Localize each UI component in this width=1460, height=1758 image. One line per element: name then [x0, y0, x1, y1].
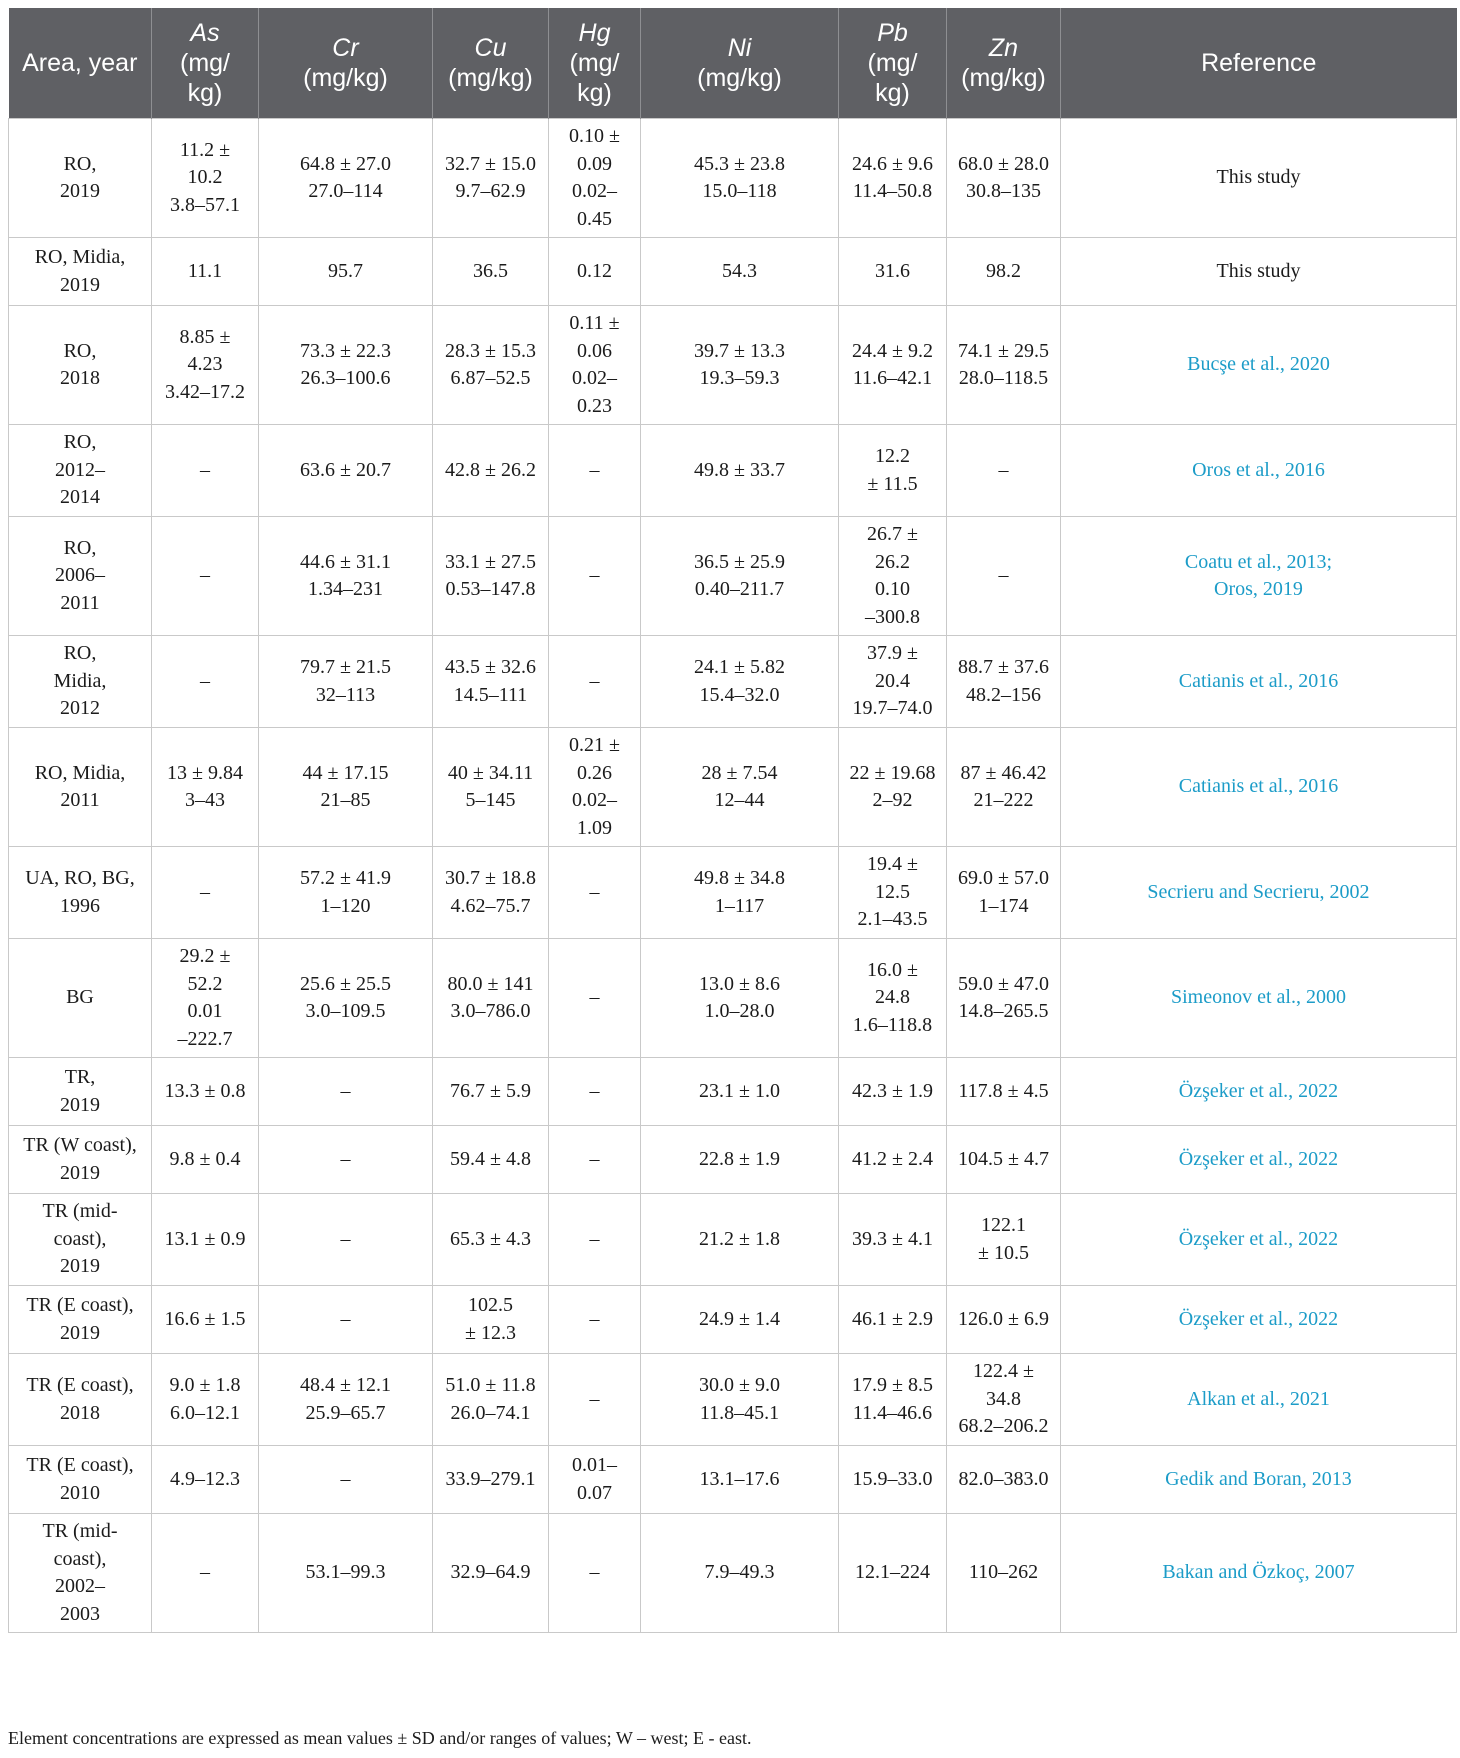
cell-ni: 24.9 ± 1.4 — [641, 1286, 839, 1354]
header-label: Area, year — [22, 49, 138, 77]
cell-as: 9.8 ± 0.4 — [152, 1126, 259, 1194]
cell-hg: 0.01–0.07 — [549, 1446, 641, 1514]
cell-cr: 73.3 ± 22.3 26.3–100.6 — [259, 306, 433, 425]
cell-cu: 51.0 ± 11.8 26.0–74.1 — [433, 1354, 549, 1446]
cell-pb: 17.9 ± 8.5 11.4–46.6 — [839, 1354, 947, 1446]
table-row — [9, 728, 1457, 847]
cell-hg: – — [549, 636, 641, 728]
cell-pb: 24.4 ± 9.2 11.6–42.1 — [839, 306, 947, 425]
cell-hg: 0.12 — [549, 238, 641, 306]
header-unit: (mg/kg) — [448, 64, 533, 92]
cell-hg: – — [549, 1514, 641, 1633]
header-col-cr — [259, 8, 433, 119]
cell-zn: 74.1 ± 29.5 28.0–118.5 — [947, 306, 1061, 425]
cell-hg: 0.21 ± 0.26 0.02–1.09 — [549, 728, 641, 847]
cell-cr: 79.7 ± 21.5 32–113 — [259, 636, 433, 728]
cell-zn: 88.7 ± 37.6 48.2–156 — [947, 636, 1061, 728]
header-col-pb — [839, 8, 947, 119]
table-row — [9, 1354, 1457, 1446]
cell-zn: 126.0 ± 6.9 — [947, 1286, 1061, 1354]
header-col-cu — [433, 8, 549, 119]
cell-ni: 36.5 ± 25.9 0.40–211.7 — [641, 517, 839, 636]
cell-pb: 15.9–33.0 — [839, 1446, 947, 1514]
reference-link[interactable]: Bucşe et al., 2020 — [1061, 306, 1457, 425]
table-row — [9, 1446, 1457, 1514]
header-row — [9, 8, 1457, 119]
cell-zn: 59.0 ± 47.0 14.8–265.5 — [947, 939, 1061, 1058]
cell-ni: 39.7 ± 13.3 19.3–59.3 — [641, 306, 839, 425]
header-label: Pb — [877, 19, 908, 47]
reference-link[interactable]: Catianis et al., 2016 — [1061, 728, 1457, 847]
cell-as: – — [152, 847, 259, 939]
cell-as: – — [152, 1514, 259, 1633]
header-unit: (mg/ kg) — [867, 49, 918, 107]
cell-cu: 30.7 ± 18.8 4.62–75.7 — [433, 847, 549, 939]
cell-cu: 102.5 ± 12.3 — [433, 1286, 549, 1354]
cell-pb: 46.1 ± 2.9 — [839, 1286, 947, 1354]
cell-zn: 104.5 ± 4.7 — [947, 1126, 1061, 1194]
cell-area: TR (E coast), 2019 — [9, 1286, 152, 1354]
header-unit: (mg/kg) — [697, 64, 782, 92]
cell-cu: 65.3 ± 4.3 — [433, 1194, 549, 1286]
cell-hg: – — [549, 1286, 641, 1354]
header-unit: (mg/ kg) — [569, 49, 620, 107]
cell-cr: 44.6 ± 31.1 1.34–231 — [259, 517, 433, 636]
cell-hg: – — [549, 1354, 641, 1446]
cell-hg: 0.11 ± 0.06 0.02–0.23 — [549, 306, 641, 425]
header-label: Zn — [988, 34, 1019, 62]
cell-area: TR (E coast), 2010 — [9, 1446, 152, 1514]
reference-cell: This study — [1061, 238, 1457, 306]
cell-area: RO, Midia, 2012 — [9, 636, 152, 728]
table-footnote: Element concentrations are expressed as mean values ± SD and/or ranges of values; W – west; E - east. — [8, 1728, 752, 1748]
cell-as: 13 ± 9.84 3–43 — [152, 728, 259, 847]
cell-zn: 82.0–383.0 — [947, 1446, 1061, 1514]
cell-area: RO, Midia, 2019 — [9, 238, 152, 306]
header-label: Cu — [474, 34, 507, 62]
cell-area: RO, 2019 — [9, 119, 152, 238]
cell-pb: 42.3 ± 1.9 — [839, 1058, 947, 1126]
cell-as: 29.2 ± 52.2 0.01 –222.7 — [152, 939, 259, 1058]
table-row — [9, 425, 1457, 517]
reference-link[interactable]: Alkan et al., 2021 — [1061, 1354, 1457, 1446]
table-row — [9, 847, 1457, 939]
cell-ni: 54.3 — [641, 238, 839, 306]
cell-as: – — [152, 636, 259, 728]
cell-hg: – — [549, 939, 641, 1058]
cell-area: TR (mid- coast), 2002– 2003 — [9, 1514, 152, 1633]
header-col-hg — [549, 8, 641, 119]
cell-zn: 68.0 ± 28.0 30.8–135 — [947, 119, 1061, 238]
cell-cu: 59.4 ± 4.8 — [433, 1126, 549, 1194]
cell-ni: 28 ± 7.54 12–44 — [641, 728, 839, 847]
reference-link[interactable]: Özşeker et al., 2022 — [1061, 1058, 1457, 1126]
cell-zn: – — [947, 517, 1061, 636]
header-unit: (mg/ kg) — [180, 49, 230, 107]
cell-area: RO, 2018 — [9, 306, 152, 425]
cell-ni: 7.9–49.3 — [641, 1514, 839, 1633]
header-col-as — [152, 8, 259, 119]
cell-cu: 32.7 ± 15.0 9.7–62.9 — [433, 119, 549, 238]
cell-cu: 36.5 — [433, 238, 549, 306]
cell-area: TR (W coast), 2019 — [9, 1126, 152, 1194]
cell-area: TR (E coast), 2018 — [9, 1354, 152, 1446]
table-row — [9, 119, 1457, 238]
reference-link[interactable]: Özşeker et al., 2022 — [1061, 1194, 1457, 1286]
cell-area: RO, 2006– 2011 — [9, 517, 152, 636]
cell-ni: 24.1 ± 5.82 15.4–32.0 — [641, 636, 839, 728]
cell-cr: – — [259, 1446, 433, 1514]
cell-area: RO, 2012– 2014 — [9, 425, 152, 517]
table-row — [9, 1194, 1457, 1286]
cell-ni: 21.2 ± 1.8 — [641, 1194, 839, 1286]
header-unit: (mg/kg) — [303, 64, 388, 92]
cell-cr: 95.7 — [259, 238, 433, 306]
cell-cu: 80.0 ± 141 3.0–786.0 — [433, 939, 549, 1058]
table-row — [9, 1126, 1457, 1194]
cell-pb: 22 ± 19.68 2–92 — [839, 728, 947, 847]
cell-ni: 23.1 ± 1.0 — [641, 1058, 839, 1126]
cell-hg: – — [549, 517, 641, 636]
header-col-zn — [947, 8, 1061, 119]
cell-area: TR (mid- coast), 2019 — [9, 1194, 152, 1286]
cell-cu: 43.5 ± 32.6 14.5–111 — [433, 636, 549, 728]
cell-ni: 49.8 ± 34.8 1–117 — [641, 847, 839, 939]
cell-ni: 13.1–17.6 — [641, 1446, 839, 1514]
table-row — [9, 1514, 1457, 1633]
reference-link[interactable]: Catianis et al., 2016 — [1061, 636, 1457, 728]
cell-ni: 22.8 ± 1.9 — [641, 1126, 839, 1194]
table-row — [9, 1058, 1457, 1126]
header-col-reference — [1061, 8, 1457, 119]
cell-cu: 28.3 ± 15.3 6.87–52.5 — [433, 306, 549, 425]
table-row — [9, 306, 1457, 425]
cell-hg: – — [549, 1194, 641, 1286]
cell-cr: 53.1–99.3 — [259, 1514, 433, 1633]
cell-area: TR, 2019 — [9, 1058, 152, 1126]
cell-cr: – — [259, 1194, 433, 1286]
cell-hg: – — [549, 1058, 641, 1126]
cell-cr: 44 ± 17.15 21–85 — [259, 728, 433, 847]
cell-cr: 25.6 ± 25.5 3.0–109.5 — [259, 939, 433, 1058]
cell-pb: 12.1–224 — [839, 1514, 947, 1633]
reference-link[interactable]: Özşeker et al., 2022 — [1061, 1286, 1457, 1354]
cell-cr: – — [259, 1058, 433, 1126]
cell-as: 11.1 — [152, 238, 259, 306]
cell-pb: 26.7 ± 26.2 0.10 –300.8 — [839, 517, 947, 636]
cell-zn: 110–262 — [947, 1514, 1061, 1633]
reference-link[interactable]: Özşeker et al., 2022 — [1061, 1126, 1457, 1194]
cell-hg: – — [549, 847, 641, 939]
heavy-metals-table — [8, 8, 1457, 1633]
cell-zn: 69.0 ± 57.0 1–174 — [947, 847, 1061, 939]
table-row — [9, 939, 1457, 1058]
cell-as: 8.85 ± 4.23 3.42–17.2 — [152, 306, 259, 425]
cell-pb: 31.6 — [839, 238, 947, 306]
cell-area: RO, Midia, 2011 — [9, 728, 152, 847]
cell-as: 4.9–12.3 — [152, 1446, 259, 1514]
cell-cu: 32.9–64.9 — [433, 1514, 549, 1633]
table-row — [9, 636, 1457, 728]
cell-hg: – — [549, 425, 641, 517]
cell-cr: – — [259, 1286, 433, 1354]
cell-area: UA, RO, BG, 1996 — [9, 847, 152, 939]
header-label: As — [190, 19, 220, 47]
cell-ni: 30.0 ± 9.0 11.8–45.1 — [641, 1354, 839, 1446]
reference-link[interactable]: Bakan and Özkoç, 2007 — [1061, 1514, 1457, 1633]
table-row — [9, 238, 1457, 306]
header-label: Ni — [727, 34, 752, 62]
cell-hg: 0.10 ± 0.09 0.02–0.45 — [549, 119, 641, 238]
header-unit: (mg/kg) — [961, 64, 1046, 92]
cell-pb: 39.3 ± 4.1 — [839, 1194, 947, 1286]
cell-pb: 37.9 ± 20.4 19.7–74.0 — [839, 636, 947, 728]
cell-zn: 122.4 ± 34.8 68.2–206.2 — [947, 1354, 1061, 1446]
cell-area: BG — [9, 939, 152, 1058]
cell-ni: 13.0 ± 8.6 1.0–28.0 — [641, 939, 839, 1058]
cell-zn: 117.8 ± 4.5 — [947, 1058, 1061, 1126]
cell-zn: 122.1 ± 10.5 — [947, 1194, 1061, 1286]
cell-pb: 16.0 ± 24.8 1.6–118.8 — [839, 939, 947, 1058]
header-col-ni — [641, 8, 839, 119]
cell-cr: 57.2 ± 41.9 1–120 — [259, 847, 433, 939]
reference-link[interactable]: Gedik and Boran, 2013 — [1061, 1446, 1457, 1514]
cell-pb: 24.6 ± 9.6 11.4–50.8 — [839, 119, 947, 238]
reference-link[interactable]: Coatu et al., 2013; Oros, 2019 — [1061, 517, 1457, 636]
cell-as: 13.1 ± 0.9 — [152, 1194, 259, 1286]
cell-cr: – — [259, 1126, 433, 1194]
header-label: Reference — [1201, 49, 1317, 77]
cell-as: 9.0 ± 1.8 6.0–12.1 — [152, 1354, 259, 1446]
cell-cu: 33.1 ± 27.5 0.53–147.8 — [433, 517, 549, 636]
cell-cu: 33.9–279.1 — [433, 1446, 549, 1514]
reference-cell: This study — [1061, 119, 1457, 238]
table-row — [9, 517, 1457, 636]
cell-zn: 87 ± 46.42 21–222 — [947, 728, 1061, 847]
cell-cr: 64.8 ± 27.0 27.0–114 — [259, 119, 433, 238]
header-col-area — [9, 8, 152, 119]
cell-as: 16.6 ± 1.5 — [152, 1286, 259, 1354]
cell-cu: 40 ± 34.11 5–145 — [433, 728, 549, 847]
cell-zn: 98.2 — [947, 238, 1061, 306]
table-row — [9, 1286, 1457, 1354]
cell-as: 13.3 ± 0.8 — [152, 1058, 259, 1126]
cell-ni: 49.8 ± 33.7 — [641, 425, 839, 517]
cell-cu: 76.7 ± 5.9 — [433, 1058, 549, 1126]
cell-as: – — [152, 517, 259, 636]
cell-cr: 48.4 ± 12.1 25.9–65.7 — [259, 1354, 433, 1446]
cell-pb: 41.2 ± 2.4 — [839, 1126, 947, 1194]
header-label: Hg — [578, 19, 611, 47]
cell-pb: 12.2 ± 11.5 — [839, 425, 947, 517]
cell-pb: 19.4 ± 12.5 2.1–43.5 — [839, 847, 947, 939]
data-table-container — [8, 8, 1456, 1633]
reference-link[interactable]: Oros et al., 2016 — [1061, 425, 1457, 517]
cell-zn: – — [947, 425, 1061, 517]
header-label: Cr — [332, 34, 359, 62]
reference-link[interactable]: Simeonov et al., 2000 — [1061, 939, 1457, 1058]
cell-cr: 63.6 ± 20.7 — [259, 425, 433, 517]
cell-as: 11.2 ± 10.2 3.8–57.1 — [152, 119, 259, 238]
cell-cu: 42.8 ± 26.2 — [433, 425, 549, 517]
cell-ni: 45.3 ± 23.8 15.0–118 — [641, 119, 839, 238]
cell-as: – — [152, 425, 259, 517]
cell-hg: – — [549, 1126, 641, 1194]
reference-link[interactable]: Secrieru and Secrieru, 2002 — [1061, 847, 1457, 939]
table-body — [9, 119, 1457, 1633]
